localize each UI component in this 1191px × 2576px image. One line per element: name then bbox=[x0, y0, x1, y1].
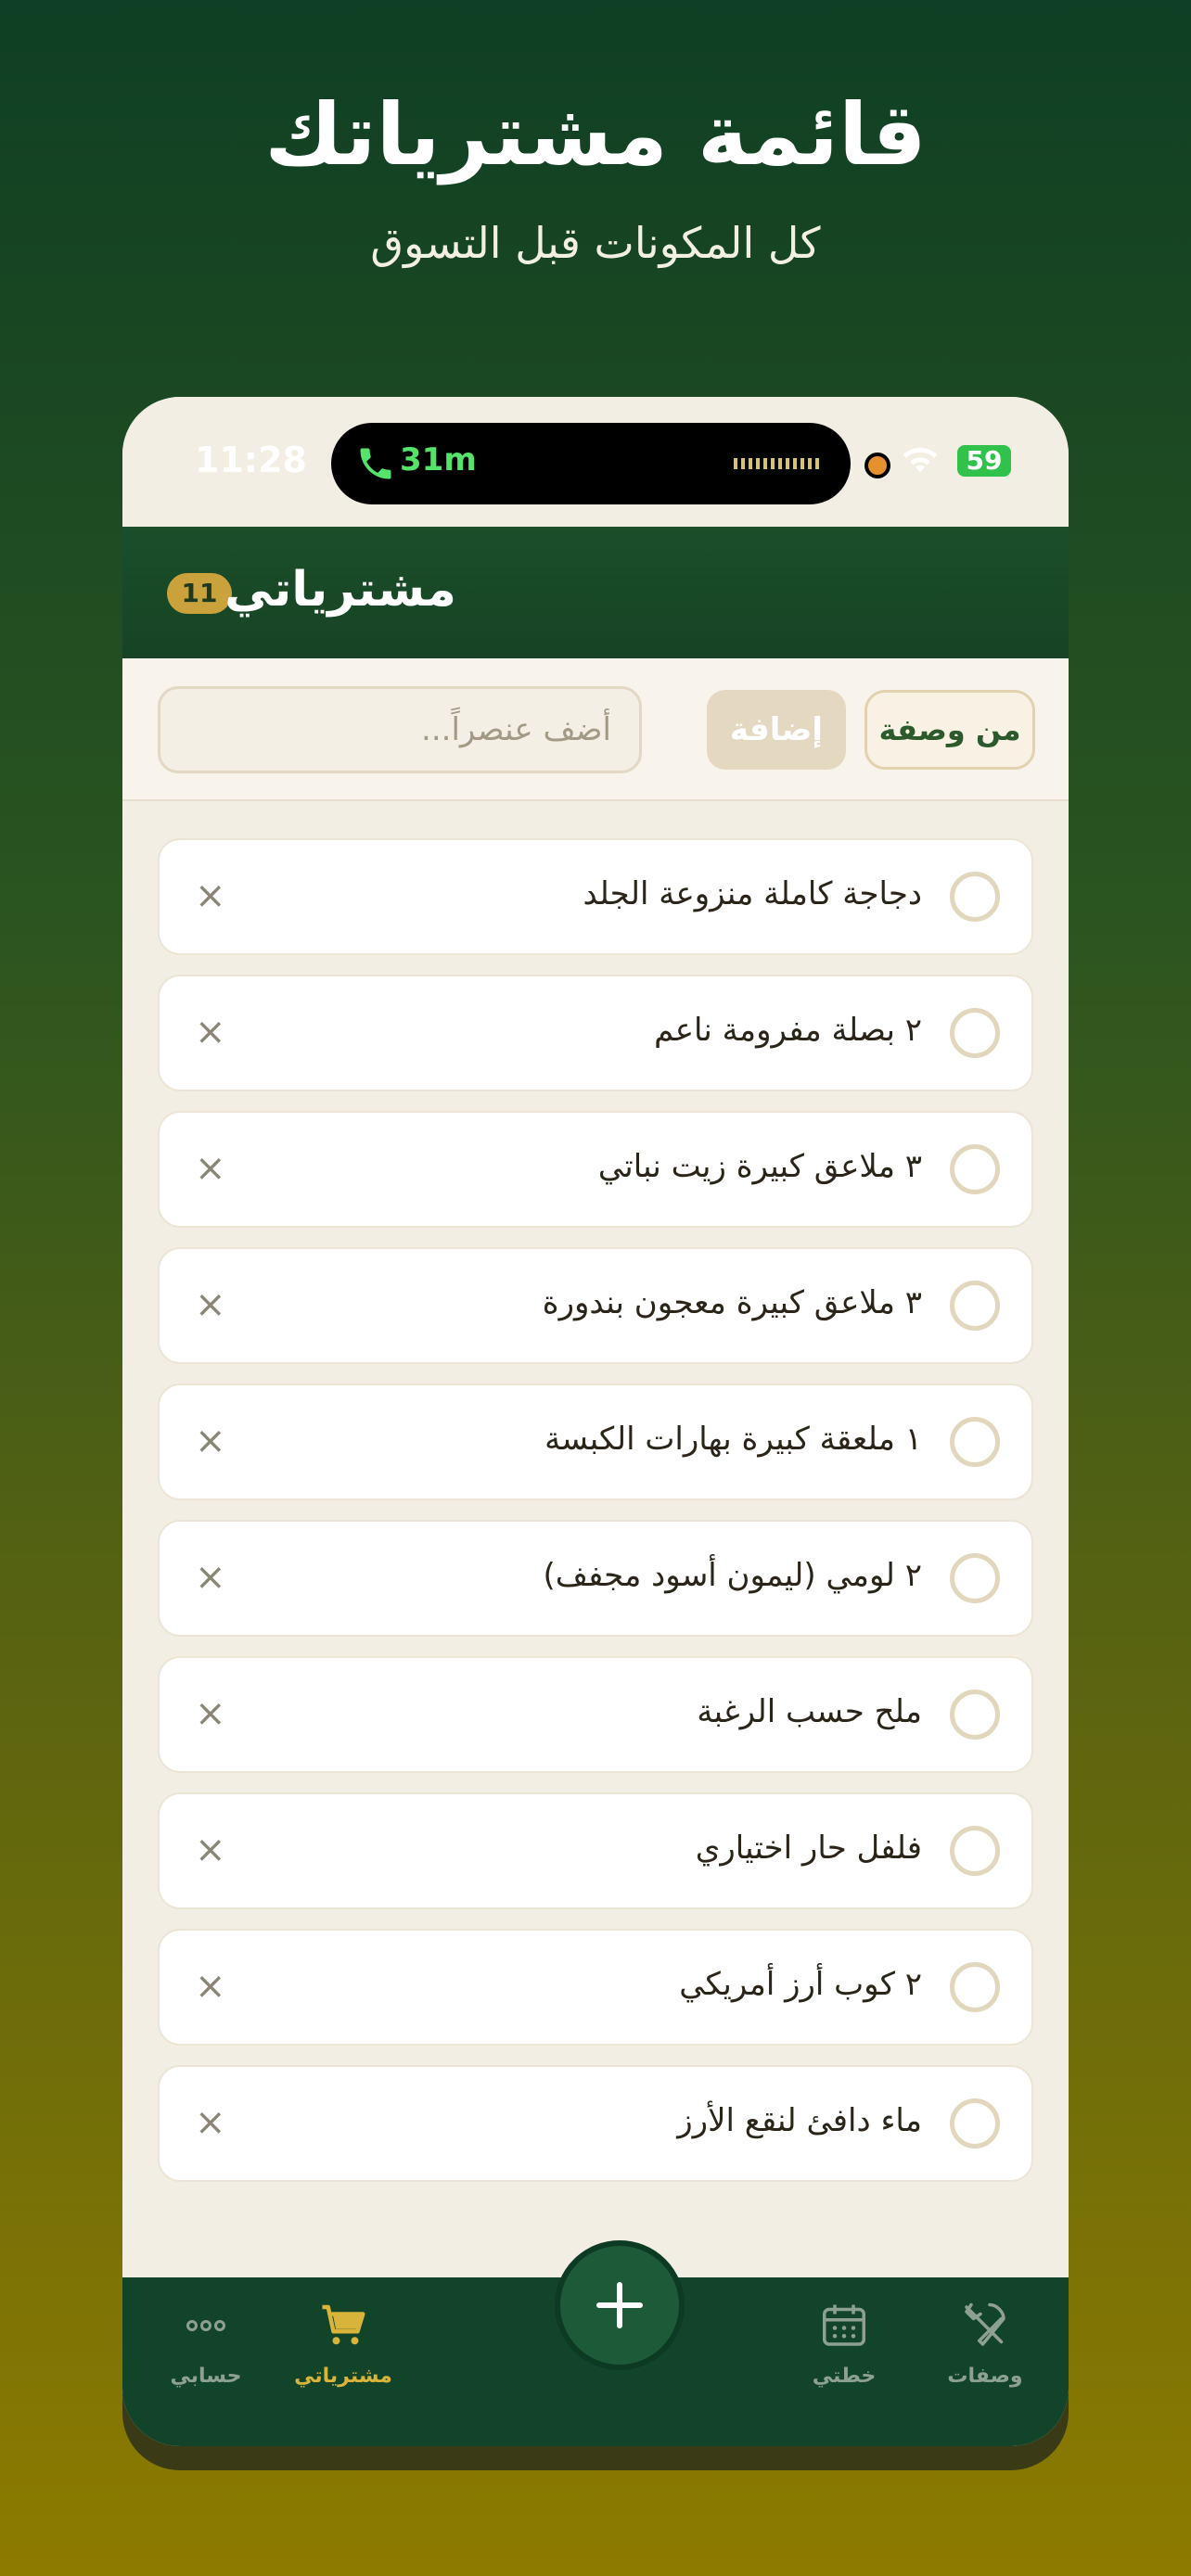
phone-frame bbox=[122, 397, 1069, 2446]
from-recipe-button[interactable]: من وصفة bbox=[864, 690, 1035, 770]
list-item[interactable] bbox=[158, 1929, 1033, 2046]
add-fab-button[interactable] bbox=[555, 2240, 685, 2370]
tab-plan[interactable] bbox=[779, 2298, 909, 2388]
checkbox[interactable] bbox=[950, 2098, 1000, 2149]
tab-shopping[interactable] bbox=[278, 2298, 408, 2388]
checkbox[interactable] bbox=[950, 1826, 1000, 1876]
checkbox[interactable] bbox=[950, 872, 1000, 922]
list-item[interactable] bbox=[158, 2065, 1033, 2182]
remove-icon[interactable]: × bbox=[195, 1147, 226, 1190]
tab-label: مشترياتي bbox=[294, 2365, 392, 2388]
status-time: 11:28 bbox=[195, 440, 307, 480]
list-item[interactable] bbox=[158, 1520, 1033, 1637]
tab-label: خطتي bbox=[812, 2365, 877, 2388]
fork-knife-icon bbox=[920, 2298, 1050, 2359]
shopping-list bbox=[158, 838, 1033, 2201]
item-text: ملح حسب الرغبة bbox=[697, 1693, 922, 1730]
remove-icon[interactable]: × bbox=[195, 874, 226, 917]
item-text: ٣ ملاعق كبيرة زيت نباتي bbox=[597, 1148, 922, 1185]
list-item[interactable] bbox=[158, 975, 1033, 1091]
tab-recipes[interactable] bbox=[920, 2298, 1050, 2388]
item-text: ٢ لومي (ليمون أسود مجفف) bbox=[543, 1557, 922, 1594]
tab-label: وصفات bbox=[947, 2365, 1023, 2388]
tab-account[interactable] bbox=[141, 2298, 271, 2388]
remove-icon[interactable]: × bbox=[195, 1420, 226, 1462]
item-text: ٢ كوب أرز أمريكي bbox=[679, 1966, 922, 2003]
item-text: ماء دافئ لنقع الأرز bbox=[677, 2102, 922, 2139]
list-item[interactable] bbox=[158, 1111, 1033, 1228]
add-item-input[interactable]: أضف عنصراً... bbox=[158, 686, 642, 773]
remove-icon[interactable]: × bbox=[195, 1556, 226, 1599]
checkbox[interactable] bbox=[950, 1690, 1000, 1740]
tab-label: حسابي bbox=[170, 2365, 242, 2388]
battery-icon: 59 bbox=[957, 445, 1011, 477]
list-item[interactable] bbox=[158, 1384, 1033, 1500]
phone-call-icon bbox=[355, 443, 396, 484]
calendar-icon bbox=[779, 2298, 909, 2359]
call-duration: 31m bbox=[400, 441, 477, 478]
remove-icon[interactable]: × bbox=[195, 1965, 226, 2008]
page-title: مشترياتي bbox=[224, 562, 456, 618]
item-text: ٣ ملاعق كبيرة معجون بندورة bbox=[542, 1284, 922, 1321]
item-text: دجاجة كاملة منزوعة الجلد bbox=[583, 875, 922, 912]
list-item[interactable] bbox=[158, 1656, 1033, 1773]
add-item-row bbox=[122, 658, 1069, 801]
cart-icon bbox=[278, 2298, 408, 2359]
plus-icon bbox=[560, 2246, 679, 2365]
remove-icon[interactable]: × bbox=[195, 1283, 226, 1326]
audio-wave-icon bbox=[734, 458, 819, 469]
remove-icon[interactable]: × bbox=[195, 1011, 226, 1053]
item-text: فلفل حار اختياري bbox=[695, 1830, 922, 1867]
remove-icon[interactable]: × bbox=[195, 2101, 226, 2144]
recording-indicator-icon bbox=[864, 453, 890, 478]
status-bar bbox=[122, 397, 1069, 527]
remove-icon[interactable]: × bbox=[195, 1692, 226, 1735]
checkbox[interactable] bbox=[950, 1962, 1000, 2012]
checkbox[interactable] bbox=[950, 1008, 1000, 1058]
list-item[interactable] bbox=[158, 838, 1033, 955]
promo-subtitle: كل المكونات قبل التسوق bbox=[370, 218, 821, 268]
item-text: ١ ملعقة كبيرة بهارات الكبسة bbox=[544, 1421, 922, 1458]
list-item[interactable] bbox=[158, 1792, 1033, 1909]
bottom-tab-bar bbox=[122, 2277, 1069, 2446]
promo-title: قائمة مشترياتك bbox=[264, 85, 927, 185]
dynamic-island[interactable] bbox=[331, 423, 851, 504]
more-dots-icon bbox=[141, 2298, 271, 2359]
add-button[interactable]: إضافة bbox=[707, 690, 846, 770]
item-count-badge: 11 bbox=[167, 573, 232, 614]
app-header bbox=[122, 527, 1069, 658]
remove-icon[interactable]: × bbox=[195, 1829, 226, 1871]
checkbox[interactable] bbox=[950, 1144, 1000, 1194]
checkbox[interactable] bbox=[950, 1553, 1000, 1603]
list-item[interactable] bbox=[158, 1247, 1033, 1364]
wifi-icon bbox=[902, 445, 939, 483]
item-text: ٢ بصلة مفرومة ناعم bbox=[654, 1012, 922, 1049]
checkbox[interactable] bbox=[950, 1417, 1000, 1467]
checkbox[interactable] bbox=[950, 1281, 1000, 1331]
